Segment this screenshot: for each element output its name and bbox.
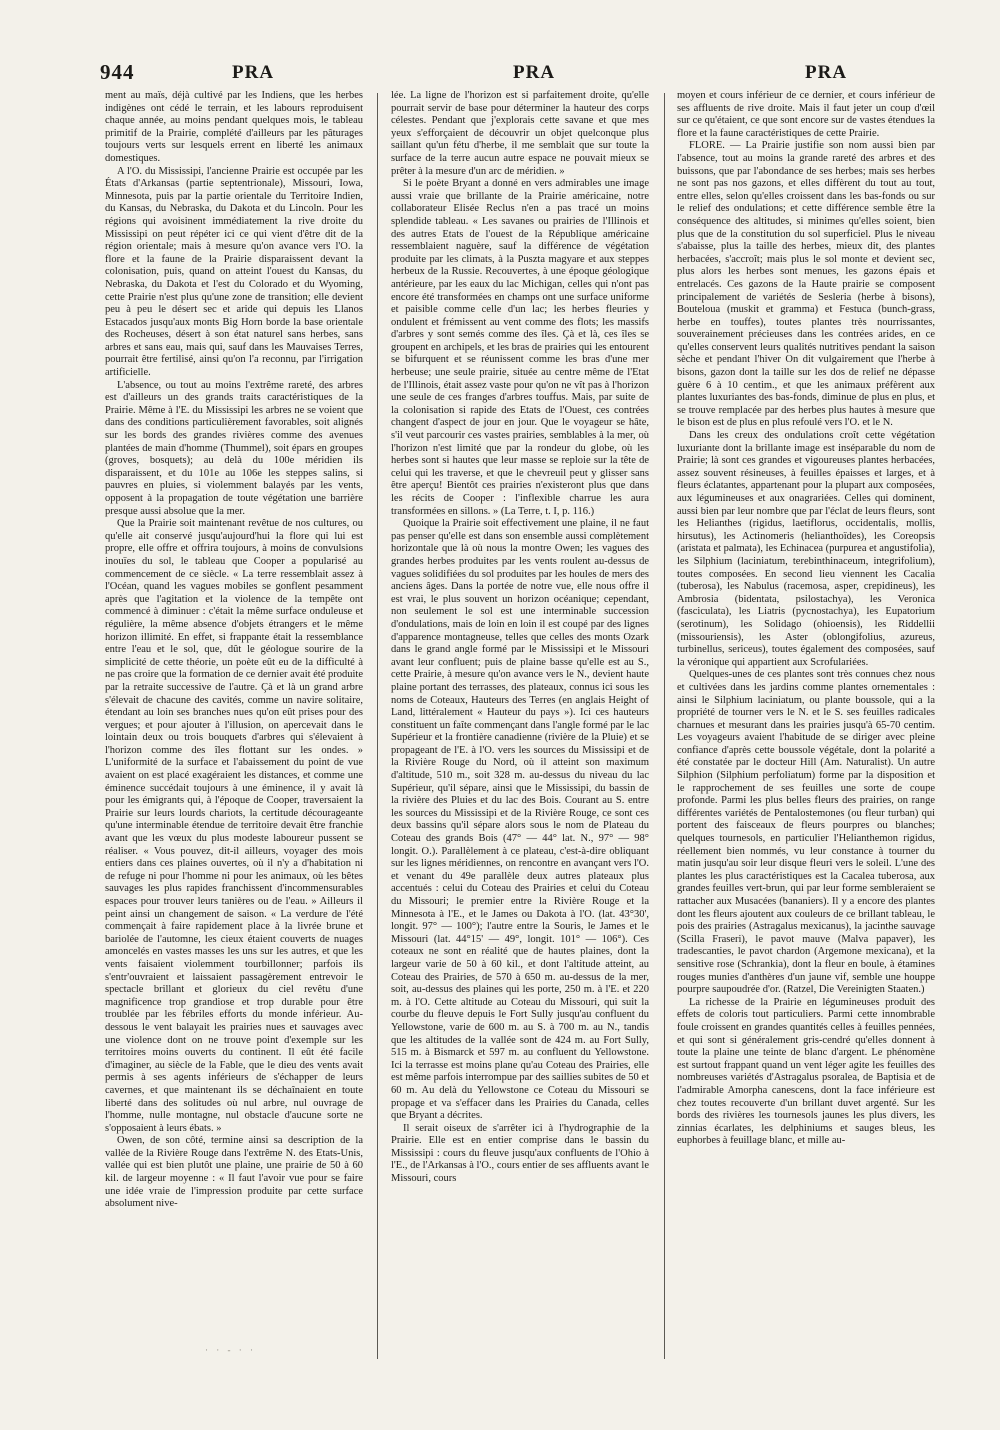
paragraph: FLORE. — La Prairie justifie son nom aussi bien par l'absence, tout au moins la grande rareté des arbres et des buissons, que par l'abondance de ses herbes; mais ses herbes ne sont pas nos gazons, et elles diffèrent du tout au tout, entre elles, selon qu'elles croissent dans les bas-fonds ou sur le relief des ondulations; et cette différence semble être la conséquence des altitudes, si minimes qu'elles soient, bien plus que de la constitution du sol superficiel. Plus le niveau s'abaisse, plus la taille des herbes, mieux dit, des plantes herbacées, s'accroît; mais plus le sol monte et devient sec, plus alors les herbes sont menues, les gazons épais et entrelacés. Ces gazons de la Haute prairie se composent principalement de variétés de Sesleria (herbe à bisons), Bouteloua (muskit et gramma) et Festuca (bunch-grass, herbe en touffes), toutes plantes très nourrissantes, souverainement précieuses dans les contrées arides, en ce qu'elles conservent leurs qualités nutritives pendant la saison sèche et pendant l'hiver On dit vulgairement que l'herbe à bisons, gazon dont la taille sur les dos de relief ne dépasse guère 6 à 10 centim., et que les animaux préfèrent aux plantes luxuriantes des bas-fonds, diminue de plus en plus, et se trouve remplacée par des herbes plus hautes à mesure que le bison est de plus en plus refoulé vers l'O. et le N. (677, 140, 935, 429)
text-column-1 (105, 90, 363, 1366)
paragraph: Quelques-unes de ces plantes sont très connues chez nous et cultivées dans les jardins comme plantes ornementales : ainsi le Silphium laciniatum, ou plante boussole, qui a la propriété de tourner vers le N. et le S. ses feuilles radicales charnues et mesurant dans les prairies jusqu'à 65-70 centim. Les voyageurs avaient l'habitude de se diriger avec pleine confiance d'après cette boussole végétale, dont la polarité a été constatée par le docteur Hill (Am. Naturalist). Un autre Silphion (Silphium perfoliatum) forme par la disposition et le rapprochement de ses feuilles une sorte de coupe profonde. Parmi les plus belles fleurs des prairies, on range différentes variétés de Pentalostemones (ou fleur turban) qui portent des faisceaux de fleurs pourpres ou blanches; quelques tournesols, en particulier l'Helianthemon rigidus, réellement bien nommés, vu leur constance à tourner du matin jusqu'au soir leur disque fleuri vers le soleil. L'une des plantes les plus caractéristiques est la Cacalea tuberosa, aux grandes feuilles vert-brun, qui par leur forme sembleraient se rattacher aux Musacées (bananiers). Il y a encore des plantes dont les fleurs ajoutent aux couleurs de ce brillant tableau, le pois des prairies (Astragalus mexicanus), la jacinthe sauvage (Scilla Fraseri), le pavot mauve (Malva papaver), les tradescanties, le pavot chardon (Argemone mexicana), et la sensitive rose (Schrankia), dont la fleur en boule, à étamines rouges munies d'anthères d'un jaune vif, semble une houppe pourpre saupoudrée d'or. (Ratzel, Die Vereinigten Staaten.) (677, 669, 935, 996)
paragraph: Il serait oiseux de s'arrêter ici à l'hydrographie de la Prairie. Elle est en entier comprise dans le bassin du Mississipi : cours du fleuve jusqu'aux confluents de l'Ohio à l'E., de l'Arkansas à l'O., cours entier de ses affluents avant le Missouri, cours (391, 1122, 649, 1185)
running-head-center: PRA (513, 62, 556, 83)
column-divider (664, 93, 665, 1359)
page-header (100, 60, 920, 88)
paragraph: Quoique la Prairie soit effectivement une plaine, il ne faut pas penser qu'elle est dans son ensemble aussi complètement horizontale que là où nous la montre Owen; les vagues des grandes herbes produites par les vents roulent au-dessus de vagues solidifiées du sol produites par les houles de mers des anciens âges. Dans la portée de notre vue, elle nous offre il est vrai, le plus souvent un horizon océanique; cependant, non seulement le sol est une interminable succession d'ondulations, mais de loin en loin il est coupé par des lignes d'apparence montagneuse, telles que celles des monts Ozark dans le grand angle formé par le Mississipi et le Missouri avant leur confluent; puis de plaine basse qu'elle est au S., cette Prairie, à mesure qu'on avance vers le N., devient haute plaine portant des terrasses, des plateaux, connus ici sous les noms de Coteaux, Hauteurs des Terres (en anglais Height of Land, littéralement « Hauteur du pays »). Ici ces hauteurs constituent un faîte commençant dans l'angle formé par le lac Supérieur et la frontière canadienne (rivière de la Pluie) et se propageant de l'E. à l'O. vers les sources du Mississipi et de la Rivière Rouge du Nord, où il atteint son maximum d'altitude, 510 m., soit 328 m. au-dessus du niveau du lac Supérieur, qu'il sépare, ainsi que le Mississipi, du bassin de la rivière des Pluies et du lac des Bois. Courant au S. entre les sources du Mississipi et de la Rivière Rouge, ce sont ces deux bassins qu'il sépare alors sous le nom de Plateau du Coteau des grands Bois (47° — 44° lat. N., 97° — 98° longit. O.). Parallèlement à ce plateau, c'est-à-dire obliquant sur les lignes méridiennes, on rencontre en avançant vers l'O. et venant du 49e parallèle deux autres plateaux plus accentués : celui du Coteau des Prairies et celui du Coteau du Missouri; le premier entre la Rivière Rouge et la Minnesota à l'E., et le James ou Dakota à l'O. (lat. 43°30', longit. 97° — 100°); l'autre entre la Souris, le James et le Missouri (lat. 44°15' — 49°, longit. 101° — 106°). Ces coteaux ne sont en réalité que de hautes plaines, dont la largeur varie de 50 à 60 kil., et dont l'altitude atteint, au Coteau des Prairies, de 570 à 650 m. au-dessus de la mer, soit, au-dessus des plaines qui les porte, 250 m. à l'E. et 220 m. à l'O. Cette altitude au Coteau du Missouri, qui suit la courbe du fleuve depuis le Fort Sully jusqu'au confluent du Yellowstone, varie de 600 m. au S. à 700 m. au N., tandis que les altitudes de la vallée sont de 424 m. au Fort Sully, 515 m. à Bismarck et 597 m. au confluent du Yellowstone. Ici la terrasse est moins plane qu'au Coteau des Prairies, elle est même parfois interrompue par des saillies subites de 50 et 60 m. Au delà du Yellowstone ce Coteau du Missouri se propage et va s'effacer dans les Prairies du Canada, celles que Bryant a décrites. (391, 518, 649, 1122)
paragraph: Dans les creux des ondulations croît cette végétation luxuriante dont la brillante image est inséparable du nom de Prairie; là sont ces grandes et vigoureuses plantes herbacées, assez souvent résineuses, à feuilles épaisses et larges, et à fleurs éclatantes, appartenant pour la plupart aux composées, aux légumineuses et aux onagrariées. Celles qui dominent, aussi bien par leur nombre que par l'éclat de leurs fleurs, sont les Helianthes (rigidus, laetiflorus, occidentalis, mollis, hirsutus), les Actinomeris (helianthoïdes), les Coreopsis (aristata et palmata), les Echinacea (purpurea et angustifolia), les Silphium (laciniatum, terebinthinaceum, integrifolium), toutes composées. En second lieu viennent les Cacalia (tuberosa), les Nabulus (racemosa, asper, crepidineus), les Ambrosia (bidentata, psilostachya), les Veronica (fasciculata), les Liatris (pycnostachya), les Eupatorium (serotinum), les Solidago (ohioensis), les Riddellii (missouriensis), les Aster (oblongifolius, azureus, turbinellus, sericeus), toutes également des composées, sauf la véronique qui appartient aux Scrofulariées. (677, 430, 935, 668)
print-mark: · · - · · (205, 1345, 256, 1355)
paragraph: Que la Prairie soit maintenant revêtue de nos cultures, ou qu'elle ait conservé jusqu'aujourd'hui la flore qui lui est propre, elle offre et offrira toujours, à moins de convulsions inouïes du sol, le tableau que Cooper a popularisé au commencement de ce siècle. « La terre ressemblait assez à l'Océan, quand les vagues mobiles se gonflent pesamment après que l'agitation et la violence de la tempête ont commencé à diminuer : c'était la même surface onduleuse et régulière, la même absence d'objets étrangers et le même horizon illimité. En effet, si frappante était la ressemblance entre l'eau et le sol, que, dût le géologue sourire de la simplicité de cette théorie, un poète eût eu de la difficulté à ne pas croire que la formation de ce dernier avait été produite par la retraite successive de l'autre. Çà et là un grand arbre s'élevait de chacune des cavités, comme un navire solitaire, étendant au loin ses branches nues qu'on eût prises pour des vergues; et pour ajouter à l'illusion, on apercevait dans le lointain deux ou trois bouquets d'arbres qui s'élevaient à l'horizon comme des îles flottant sur les ondes. » L'uniformité de la surface et l'abaissement du point de vue avaient on est placé exagéraient les distances, et comme une éminence succédait toujours à une éminence, il y avait là pour les émigrants qui, à l'époque de Cooper, traversaient la Prairie sur leurs lourds chariots, la certitude décourageante qu'une interminable étendue de territoire devait être franchie avant que les vœux du plus modeste laboureur pussent se réaliser. « Vous pouvez, dit-il ailleurs, voyager des mois entiers dans ces plaines ouvertes, où il n'y a d'habitation ni de refuge ni pour l'homme ni pour les animaux, où les bêtes sauvages les plus rapides franchissent d'incommensurables espaces pour trouver leurs tanières ou de l'eau. » Ailleurs il peint ainsi un changement de saison. « La verdure de l'été commençait à faire rapidement place à la livrée brune et bariolée de l'automne, les cieux étaient couverts de nuages amoncelés en vastes masses les uns sur les autres, et que les vents faisaient violemment tourbillonner; parfois ils s'entr'ouvraient et laissaient passagèrement entrevoir le spectacle brillant et glorieux du ciel revêtu d'une magnificence trop grandiose et trop durable pour être troublée par les fébriles efforts du monde inférieur. Au-dessous le vent balayait les prairies nues et sauvages avec une violence dont on ne trouve point d'exemple sur les territoires moins ouverts du continent. Il eût été facile d'imaginer, au siècle de la Fable, que le dieu des vents avait permis à ses agents inférieurs de s'échapper de leurs cavernes, et que maintenant ils se déchaînaient en toute liberté dans des solitudes où nul arbre, nul ouvrage de l'homme, nulle montagne, nul obstacle d'aucune sorte ne s'opposaient à leurs ébats. » (105, 518, 363, 1134)
paragraph: Si le poète Bryant a donné en vers admirables une image aussi vraie que brillante de la Prairie américaine, notre collaborateur Elisée Reclus n'en a pas tracé un moins splendide tableau. « Les savanes ou prairies de l'Illinois et des autres Etats de l'ouest de la République américaine ressemblaient naguère, sauf la différence de végétation produite par les climats, à la Puszta magyare et aux steppes herbeux de la Russie. Recouvertes, à une époque géologique antérieure, par les eaux du lac Michigan, celles qui n'ont pas encore été transformées en champs ont une surface uniforme et paisible comme celle d'un lac; les herbes fleuries y ondulent et frémissent au vent comme des flots; les massifs d'arbres y sont semés comme des îles. Çà et là, ces îles se groupent en archipels, et les bras de prairies qui les entourent se bifurquent et se réunissent comme les bras d'une mer herbeuse; une seule prairie, située au centre même de l'Etat de l'Illinois, était assez vaste pour qu'on ne vît pas à l'horizon une seule de ces franges d'arbres touffus. Mais, par suite de la colonisation si rapide des Etats de l'Ouest, ces contrées changent d'aspect de jour en jour. Que le voyageur se hâte, s'il veut parcourir ces vastes prairies, semblables à la mer, où l'horizon n'est limité que par la rondeur du globe, où les herbes sont si hautes que leur masse se reploie sur la tête de celui qui les traverse, et que le chevreuil peut y glisser sans être aperçu! Bientôt ces prairies n'existeront plus que dans les récits de Cooper : l'inflexible charrue les aura transformées en sillons. » (La Terre, t. I, p. 116.) (391, 178, 649, 517)
column-divider (377, 93, 378, 1359)
text-column-3 (677, 90, 935, 1366)
paragraph: lée. La ligne de l'horizon est si parfaitement droite, qu'elle pourrait servir de base pour déterminer la hauteur des corps célestes. Pendant que j'explorais cette savane et que mes yeux s'efforçaient de découvrir un objet quelconque plus saillant qu'un fétu d'herbe, il me semblait que sur toute la surface de la terre aucun autre espace ne pouvait mieux se prêter à la mesure d'un arc de méridien. » (391, 90, 649, 177)
paragraph: La richesse de la Prairie en légumineuses produit des effets de coloris tout particuliers. Parmi cette innombrable foule croissent en grandes quantités celles à feuilles pennées, et qui sont si généralement gris-cendré qu'elles donnent à toute la plaine une teinte de blanc d'argent. Le phénomène est surtout frappant quand un vent léger agite les feuilles des nombreuses variétés d'Astragalus psoralea, de Baptisia et de l'admirable Amorpha canescens, dont la face inférieure est chez toutes recouverte d'un brillant duvet argenté. Sur les bords des rivières les tournesols jaunes les plus divers, les zinnias écarlates, les delphiniums et sauges bleus, les euphorbes à feuillage blanc, et mille au- (677, 996, 935, 1147)
paragraph: moyen et cours inférieur de ce dernier, et cours inférieur de ses affluents de rive droite. Mais il faut jeter un coup d'œil sur ce qu'étaient, ce que sont encore sur de vastes étendues la flore et la faune caractéristiques de cette Prairie. (677, 90, 935, 139)
text-column-2 (391, 90, 649, 1366)
page-number: 944 (100, 60, 135, 84)
running-head-left: PRA (232, 62, 275, 83)
paragraph: A l'O. du Mississipi, l'ancienne Prairie est occupée par les États d'Arkansas (partie septentrionale), Missouri, Iowa, Minnesota, puis par la partie orientale du Territoire Indien, du Kansas, du Nebraska, du Dakota et du Lincoln. Pour les régions qui avoisinent immédiatement la rive droite du Mississipi on peut répéter ici ce qui vient d'être dit de la région orientale; mais à mesure qu'on avance vers l'O. la flore et la faune de la Prairie disparaissent devant la colonisation, puis, quand on atteint l'ouest du Kansas, du Nebraska, du Dakota et l'est du Colorado et du Wyoming, cette Prairie n'est plus qu'une zone de transition; elle devient peu à peu le désert sec et aride qui depuis les Llanos Estacados jusqu'aux monts Big Horn borde la base orientale des Rocheuses, désert à son état naturel sans herbes, sans arbres et sans eau, mais qui, sauf dans les Mauvaises Terres, pourrait être fertilisé, ainsi qu'on l'a reconnu, par l'irrigation artificielle. (105, 165, 363, 379)
paragraph: ment au maïs, déjà cultivé par les Indiens, que les herbes indigènes ont cédé le terrain, et les labours reproduisent chaque année, au moins pendant quelques mois, le tableau primitif de la Prairie, complété d'ailleurs par les pâturages toujours verts sur lesquels errent en liberté les animaux domestiques. (105, 90, 363, 164)
paragraph: L'absence, ou tout au moins l'extrême rareté, des arbres est d'ailleurs un des grands traits caractéristiques de la Prairie. Même à l'E. du Mississipi les arbres ne se voient que dans des conditions particulièrement favorables, soit alignés sur les bords des grandes rivières comme des avenues plantées de main d'homme (Thummel), soit épars en groupes (groves, bosquets); au delà du 100e méridien ils disparaissent, et du 101e au 106e les steppes salins, si pauvres en pluies, si violemment balayés par les vents, opposent à la propagation de toute végétation une barrière presque aussi absolue que la mer. (105, 379, 363, 517)
paragraph: Owen, de son côté, termine ainsi sa description de la vallée de la Rivière Rouge dans l'extrême N. des Etats-Unis, vallée qui est bien plutôt une plaine, une prairie de 50 à 60 kil. de largeur moyenne : « Il faut l'avoir vue pour se faire une idée vraie de l'impression produite par cette surface absolument nive- (105, 1135, 363, 1210)
running-head-right: PRA (805, 62, 848, 83)
